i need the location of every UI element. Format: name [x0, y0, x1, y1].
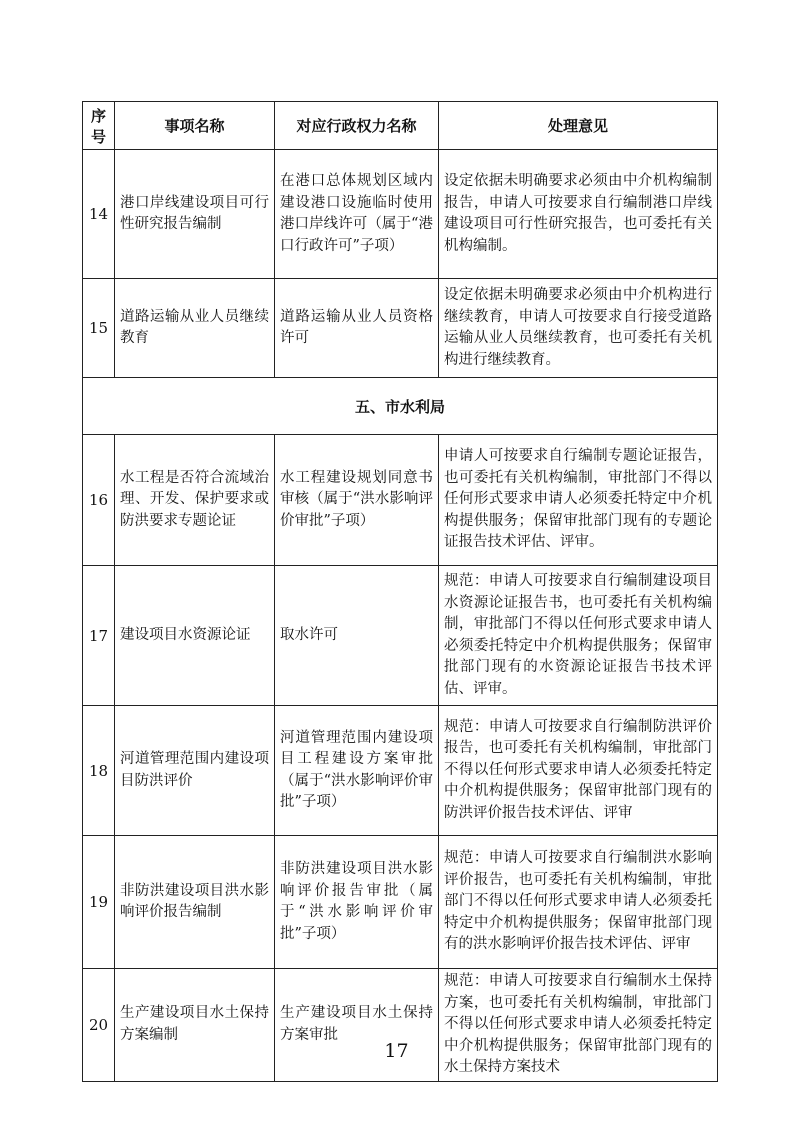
row-power-name: 非防洪建设项目洪水影响评价报告审批（属于“洪水影响评价审批”子项） [275, 836, 439, 969]
row-item-name: 道路运输从业人员继续教育 [115, 279, 275, 378]
row-opinion: 规范：申请人可按要求自行编制防洪评价报告，也可委托有关机构编制，审批部门不得以任何形式要求申请人必须委托特定中介机构提供服务；保留审批部门现有的防洪评价报告技术评估、评审 [439, 706, 718, 836]
row-opinion: 设定依据未明确要求必须由中介机构进行继续教育，申请人可按要求自行接受道路运输从业人员继续教育，也可委托有关机构进行继续教育。 [439, 279, 718, 378]
table-row [83, 836, 718, 969]
row-no: 14 [83, 150, 115, 279]
page-number: 17 [384, 1040, 409, 1062]
row-opinion: 规范：申请人可按要求自行编制建设项目水资源论证报告书，也可委托有关机构编制，审批部门不得以任何形式要求申请人必须委托特定中介机构提供服务；保留审批部门现有的水资源论证报告书技术评估、评审。 [439, 566, 718, 706]
table-row [83, 279, 718, 378]
matters-table [82, 101, 718, 1082]
section-row [83, 378, 718, 435]
header-item-name: 事项名称 [115, 102, 275, 150]
row-no: 15 [83, 279, 115, 378]
table-row [83, 435, 718, 566]
row-item-name: 非防洪建设项目洪水影响评价报告编制 [115, 836, 275, 969]
row-no: 17 [83, 566, 115, 706]
row-power-name: 生产建设项目水土保持方案审批 [275, 969, 439, 1082]
row-no: 18 [83, 706, 115, 836]
table-row [83, 566, 718, 706]
table-row [83, 706, 718, 836]
header-no: 序号 [83, 102, 115, 150]
row-item-name: 港口岸线建设项目可行性研究报告编制 [115, 150, 275, 279]
row-opinion: 规范：申请人可按要求自行编制水土保持方案，也可委托有关机构编制，审批部门不得以任何形式要求申请人必须委托特定中介机构提供服务；保留审批部门现有的水土保持方案技术 [439, 969, 718, 1082]
header-opinion: 处理意见 [439, 102, 718, 150]
row-opinion: 设定依据未明确要求必须由中介机构编制报告，申请人可按要求自行编制港口岸线建设项目可行性研究报告，也可委托有关机构编制。 [439, 150, 718, 279]
section-title: 五、市水利局 [83, 378, 718, 435]
row-power-name: 河道管理范围内建设项目工程建设方案审批（属于“洪水影响评价审批”子项） [275, 706, 439, 836]
row-opinion: 申请人可按要求自行编制专题论证报告，也可委托有关机构编制，审批部门不得以任何形式要求申请人必须委托特定中介机构提供服务；保留审批部门现有的专题论证报告技术评估、评审。 [439, 435, 718, 566]
row-no: 19 [83, 836, 115, 969]
row-item-name: 河道管理范围内建设项目防洪评价 [115, 706, 275, 836]
row-no: 16 [83, 435, 115, 566]
row-power-name: 水工程建设规划同意书审核（属于“洪水影响评价审批”子项） [275, 435, 439, 566]
row-item-name: 建设项目水资源论证 [115, 566, 275, 706]
row-power-name: 在港口总体规划区域内建设港口设施临时使用港口岸线许可（属于“港口行政许可”子项） [275, 150, 439, 279]
row-power-name: 道路运输从业人员资格许可 [275, 279, 439, 378]
row-power-name: 取水许可 [275, 566, 439, 706]
header-power-name: 对应行政权力名称 [275, 102, 439, 150]
table-row [83, 969, 718, 1082]
table-header-row [83, 102, 718, 150]
row-item-name: 生产建设项目水土保持方案编制 [115, 969, 275, 1082]
row-item-name: 水工程是否符合流域治理、开发、保护要求或防洪要求专题论证 [115, 435, 275, 566]
row-no: 20 [83, 969, 115, 1082]
row-opinion: 规范：申请人可按要求自行编制洪水影响评价报告，也可委托有关机构编制，审批部门不得以任何形式要求申请人必须委托特定中介机构提供服务；保留审批部门现有的洪水影响评价报告技术评估、评审 [439, 836, 718, 969]
table-row [83, 150, 718, 279]
